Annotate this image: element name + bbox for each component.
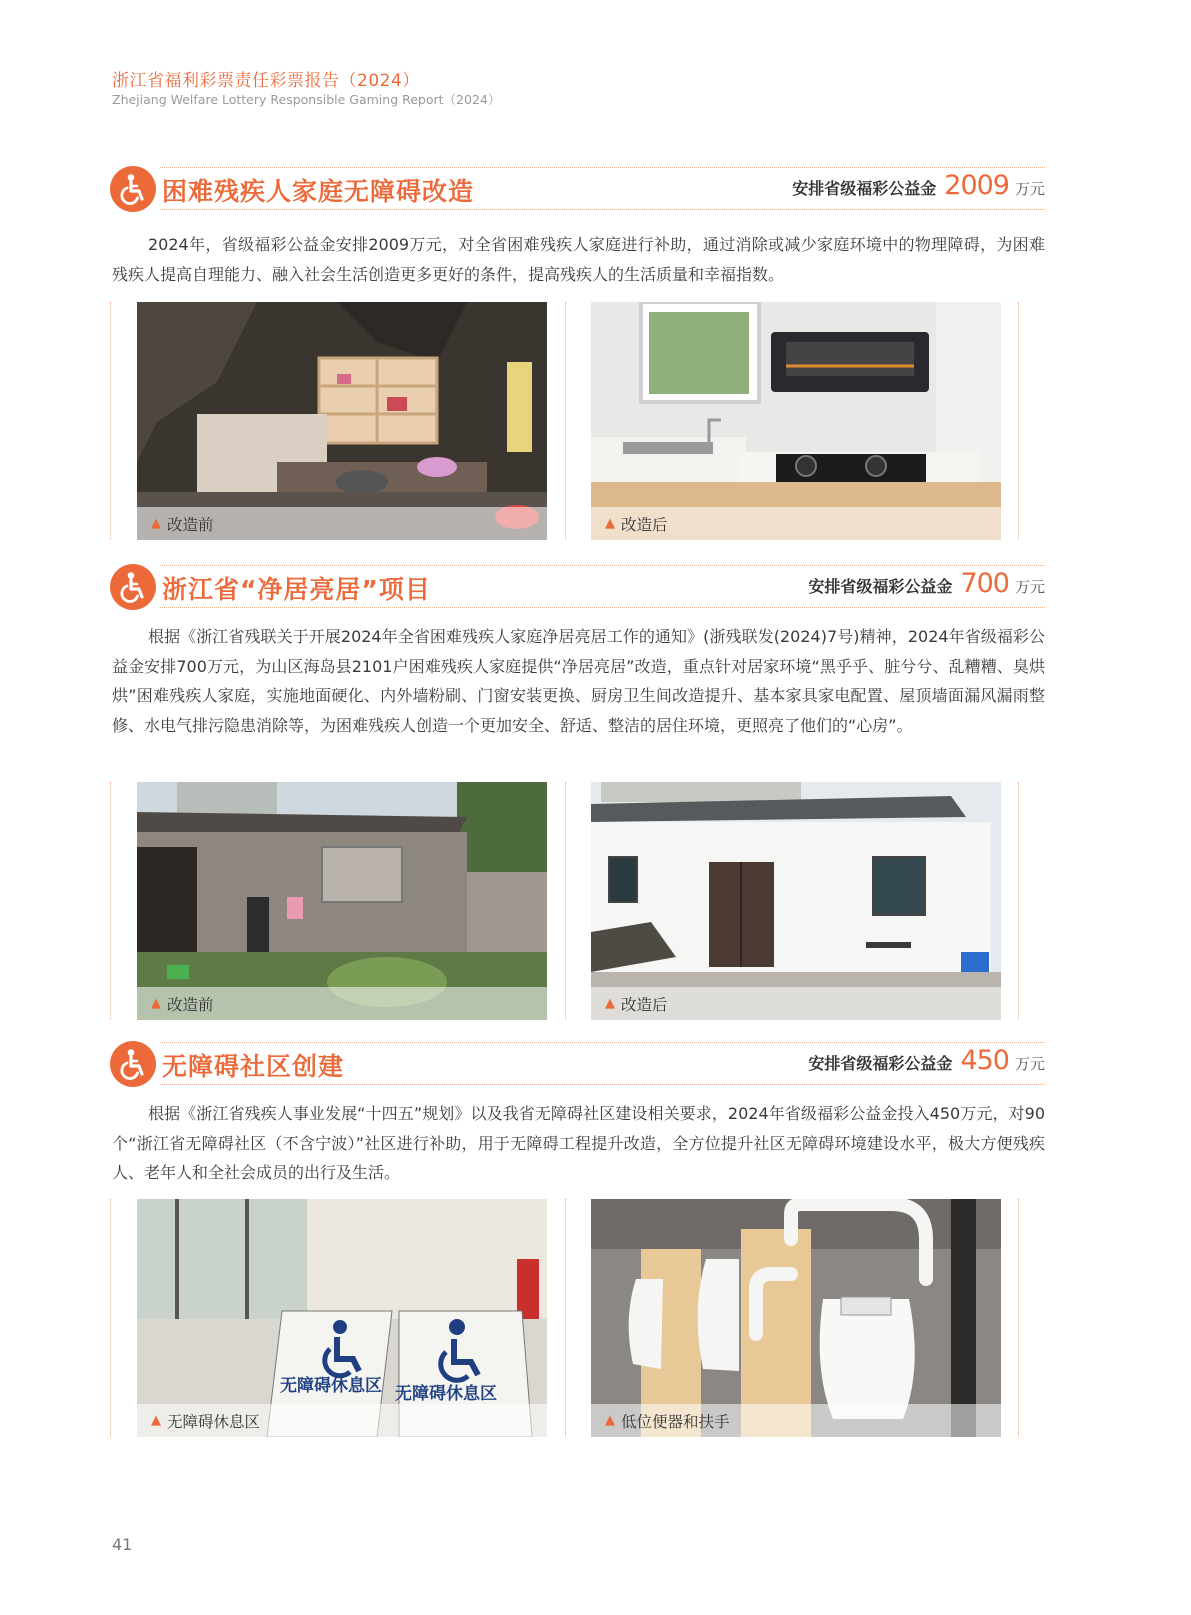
caption-text: 无障碍休息区 <box>167 1412 261 1431</box>
dotted-divider <box>565 302 566 540</box>
report-subtitle: Zhejiang Welfare Lottery Responsible Gaming Report（2024） <box>112 92 501 107</box>
photo-caption <box>137 507 547 540</box>
dotted-divider <box>160 1084 1045 1085</box>
section-paragraph: 根据《浙江省残联关于开展2024年全省困难残疾人家庭净居亮居工作的通知》(浙残联发(2024)7号)精神，2024年省级福彩公益金安排700万元，为山区海岛县2101户困难残疾人家庭提供“净居亮居”改造，重点针对居家环境“黑乎乎、脏兮兮、乱糟糟、臭烘烘”困难残疾人家庭，实施地面硬化、内外墙粉刷、门窗安装更换、厨房卫生间改造提升、基本家具家电配置、屋顶墙面漏风漏雨整修、水电气排污隐患消除等，为困难残疾人创造一个更加安全、舒适、整洁的居住环境，更照亮了他们的“心房”。 <box>112 627 1045 735</box>
dotted-divider <box>1018 1199 1019 1437</box>
report-title: 浙江省福利彩票责任彩票报告（2024） <box>112 71 420 91</box>
funding-info <box>808 1045 1045 1076</box>
photo-caption <box>591 507 1001 540</box>
funding-unit: 万元 <box>1014 180 1045 198</box>
dotted-divider <box>160 209 1045 210</box>
dotted-divider <box>160 167 1045 168</box>
photo-row <box>110 302 1045 540</box>
page-number: 41 <box>112 1535 133 1554</box>
dotted-divider <box>160 607 1045 608</box>
funding-info <box>792 170 1045 201</box>
funding-amount: 700 <box>960 568 1009 599</box>
caption-text: 低位便器和扶手 <box>621 1412 730 1431</box>
caption-text: 改造后 <box>621 995 668 1014</box>
dotted-divider <box>110 1199 111 1437</box>
dotted-divider <box>160 1042 1045 1043</box>
photo-after-house <box>591 782 1001 1020</box>
photo-before-house <box>137 782 547 1020</box>
caption-text: 改造前 <box>167 515 214 534</box>
dotted-divider <box>1018 302 1019 540</box>
photo-caption <box>591 987 1001 1020</box>
photo-caption <box>137 987 547 1020</box>
photo-low-urinal <box>591 1199 1001 1437</box>
caption-text: 改造后 <box>621 515 668 534</box>
section-title: 浙江省“净居亮居”项目 <box>162 575 431 604</box>
dotted-divider <box>565 782 566 1020</box>
sign-text: 无障碍休息区 <box>280 1376 382 1396</box>
wheelchair-icon <box>110 166 156 212</box>
section-title: 无障碍社区创建 <box>162 1052 345 1081</box>
funding-amount: 450 <box>960 1045 1009 1076</box>
sign-text: 无障碍休息区 <box>395 1384 497 1404</box>
photo-before-kitchen <box>137 302 547 540</box>
photo-rest-area <box>137 1199 547 1437</box>
funding-unit: 万元 <box>1014 1055 1045 1073</box>
funding-label: 安排省级福彩公益金 <box>808 1054 953 1073</box>
section-header-barrier-free-renovation <box>110 166 1045 218</box>
dotted-divider <box>1018 782 1019 1020</box>
photo-caption <box>591 1404 1001 1437</box>
section-header-clean-bright-home <box>110 564 1045 616</box>
section-title: 困难残疾人家庭无障碍改造 <box>162 177 475 206</box>
photo-row <box>110 1199 1045 1437</box>
funding-label: 安排省级福彩公益金 <box>792 179 937 198</box>
wheelchair-icon <box>110 564 156 610</box>
section-header-barrier-free-community <box>110 1041 1045 1093</box>
triangle-icon: ▲ <box>151 996 161 1011</box>
funding-label: 安排省级福彩公益金 <box>808 577 953 596</box>
triangle-icon: ▲ <box>151 1413 161 1428</box>
dotted-divider <box>160 565 1045 566</box>
photo-row <box>110 782 1045 1020</box>
dotted-divider <box>565 1199 566 1437</box>
triangle-icon: ▲ <box>605 1413 615 1428</box>
photo-after-kitchen <box>591 302 1001 540</box>
section-paragraph: 2024年，省级福彩公益金安排2009万元，对全省困难残疾人家庭进行补助，通过消除或减少家庭环境中的物理障碍，为困难残疾人提高自理能力、融入社会生活创造更多更好的条件，提高残疾人的生活质量和幸福指数。 <box>112 235 1045 284</box>
dotted-divider <box>110 782 111 1020</box>
photo-caption <box>137 1404 547 1437</box>
funding-amount: 2009 <box>944 170 1009 201</box>
funding-unit: 万元 <box>1014 578 1045 596</box>
caption-text: 改造前 <box>167 995 214 1014</box>
dotted-divider <box>110 302 111 540</box>
section-paragraph: 根据《浙江省残疾人事业发展“十四五”规划》以及我省无障碍社区建设相关要求，2024年省级福彩公益金投入450万元，对90个“浙江省无障碍社区（不含宁波）”社区进行补助，用于无障碍工程提升改造，全方位提升社区无障碍环境建设水平，极大方便残疾人、老年人和全社会成员的出行及生活。 <box>112 1104 1045 1182</box>
funding-info <box>808 568 1045 599</box>
triangle-icon: ▲ <box>605 516 615 531</box>
wheelchair-icon <box>110 1041 156 1087</box>
triangle-icon: ▲ <box>151 516 161 531</box>
triangle-icon: ▲ <box>605 996 615 1011</box>
